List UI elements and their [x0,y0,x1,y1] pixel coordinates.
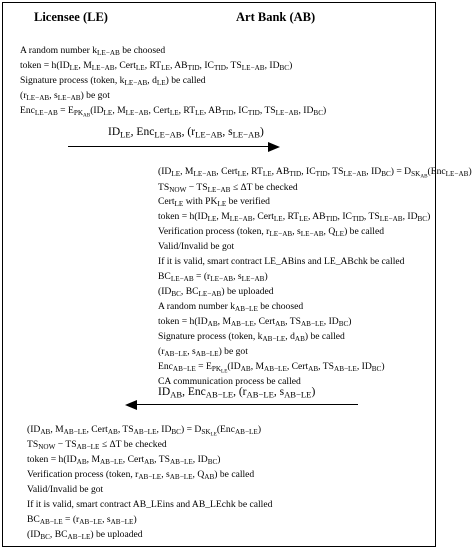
ab-line-6: If it is valid, smart contract LE_ABins and LE_ABchk be called [158,256,405,267]
ab-line-0: ($ID_{LE}$, $M_{LE-AB}$, Cert$_{LE}$, $RT_{LE}$, $AB_{TID}$, $IC_{TID}$, $TS_{LE-AB}$, $ID_{BC}) = D_{SK_{AB}}(Enc_{LE-AB})$ [158,166,472,180]
le2-line-3: Verification process (token, $r_{AB-LE}$, $s_{AB-LE}$, $Q_{AB}$) be called [27,469,255,482]
ab-line-4: Verification process (token, $r_{LE-AB}$, $s_{LE-AB}$, $Q_{LE}$) be called [158,226,385,239]
ab-line-14: CA communication process be called [158,376,301,387]
le2-line-1: $TS_{NOW} - TS_{AB-LE} \le \Delta T$ be checked [27,439,167,452]
le2-line-5: If it is valid, smart contract AB_LEins and AB_LEchk be called [27,499,273,510]
ab-line-9: A random number $k_{AB-LE}$ be choosed [158,301,304,314]
ab-line-5: Valid/Invalid be got [158,241,235,252]
ab-line-12: ($r_{AB-LE}$, $s_{AB-LE}$) be got [158,346,248,359]
ab-line-1: $TS_{NOW} - TS_{LE-AB} \le \Delta T$ be checked [158,182,298,195]
le2-line-6: $BC_{AB-LE} = (r_{AB-LE}$, $s_{AB-LE}$) [27,514,137,527]
ab-line-11: Signature process (token, $k_{AB-LE}$, $d_{AB}$) be called [158,331,345,344]
le2-line-7: ($ID_{BC}$, $BC_{AB-LE}$) be uploaded [27,529,143,542]
le1-line-4: $Enc_{LE-AB} = E_{PK_{AB}}(ID_{LE}$, $M_{LE-AB}$, Cert$_{LE}$, $RT_{LE}$, $AB_{TID}$, $IC_{TID}$, $TS_{LE-AB}$, $ID_{BC}$) [20,105,327,119]
le1-line-1: token = $h(ID_{LE}$, $M_{LE-AB}$, Cert$_{LE}$, $RT_{LE}$, $AB_{TID}$, $IC_{TID}$, $TS_{LE-AB}$, $ID_{BC}$) [20,60,293,73]
ab-line-7: $BC_{LE-AB} = (r_{LE-AB}$, $s_{LE-AB}$) [158,271,268,284]
le2-line-4: Valid/Invalid be got [27,484,104,495]
art-bank-header: Art Bank (AB) [236,10,316,24]
message-2-arrow [125,400,358,410]
le1-line-0: A random number $k_{LE-AB}$ be choosed [20,45,166,58]
le1-line-3: ($r_{LE-AB}$, $s_{LE-AB}$) be got [20,90,110,103]
message-1-label: $ID_{LE}$, Enc$_{LE-AB}$, ($r_{LE-AB}$, $s_{LE-AB}$) [108,126,264,140]
le1-line-2: Signature process (token, $k_{LE-AB}$, $d_{LE}$) be called [20,75,206,88]
ab-line-3: token = $h(ID_{LE}$, $M_{LE-AB}$, Cert$_{LE}$, $RT_{LE}$, $AB_{TID}$, $IC_{TID}$, $TS_{LE-AB}$, $ID_{BC}$) [158,211,431,224]
message-1-arrow [68,142,280,152]
message-2-label: $ID_{AB}$, Enc$_{AB-LE}$, ($r_{AB-LE}$, $s_{AB-LE}$) [158,386,316,400]
ab-line-10: token = $h(ID_{AB}$, $M_{AB-LE}$, Cert$_{AB}$, $TS_{AB-LE}$, $ID_{BC}$) [158,316,352,329]
licensee-header: Licensee (LE) [34,10,108,24]
ab-line-13: $Enc_{AB-LE} = E_{PK_{LE}}(ID_{AB}$, $M_{AB-LE}$, Cert$_{AB}$, $TS_{AB-LE}$, $ID_{BC}$) [158,361,385,375]
le2-line-0: ($ID_{AB}$, $M_{AB-LE}$, Cert$_{AB}$, $TS_{AB-LE}$, $ID_{BC}) = D_{SK_{LE}}(Enc_{AB-LE})$ [27,424,262,438]
ab-line-2: Cert$_{LE}$ with $PK_{LE}$ be verified [158,196,270,209]
le2-line-2: token = $h(ID_{AB}$, $M_{AB-LE}$, Cert$_{AB}$, $TS_{AB-LE}$, $ID_{BC}$) [27,454,221,467]
ab-line-8: ($ID_{BC}$, $BC_{LE-AB}$) be uploaded [158,286,274,299]
